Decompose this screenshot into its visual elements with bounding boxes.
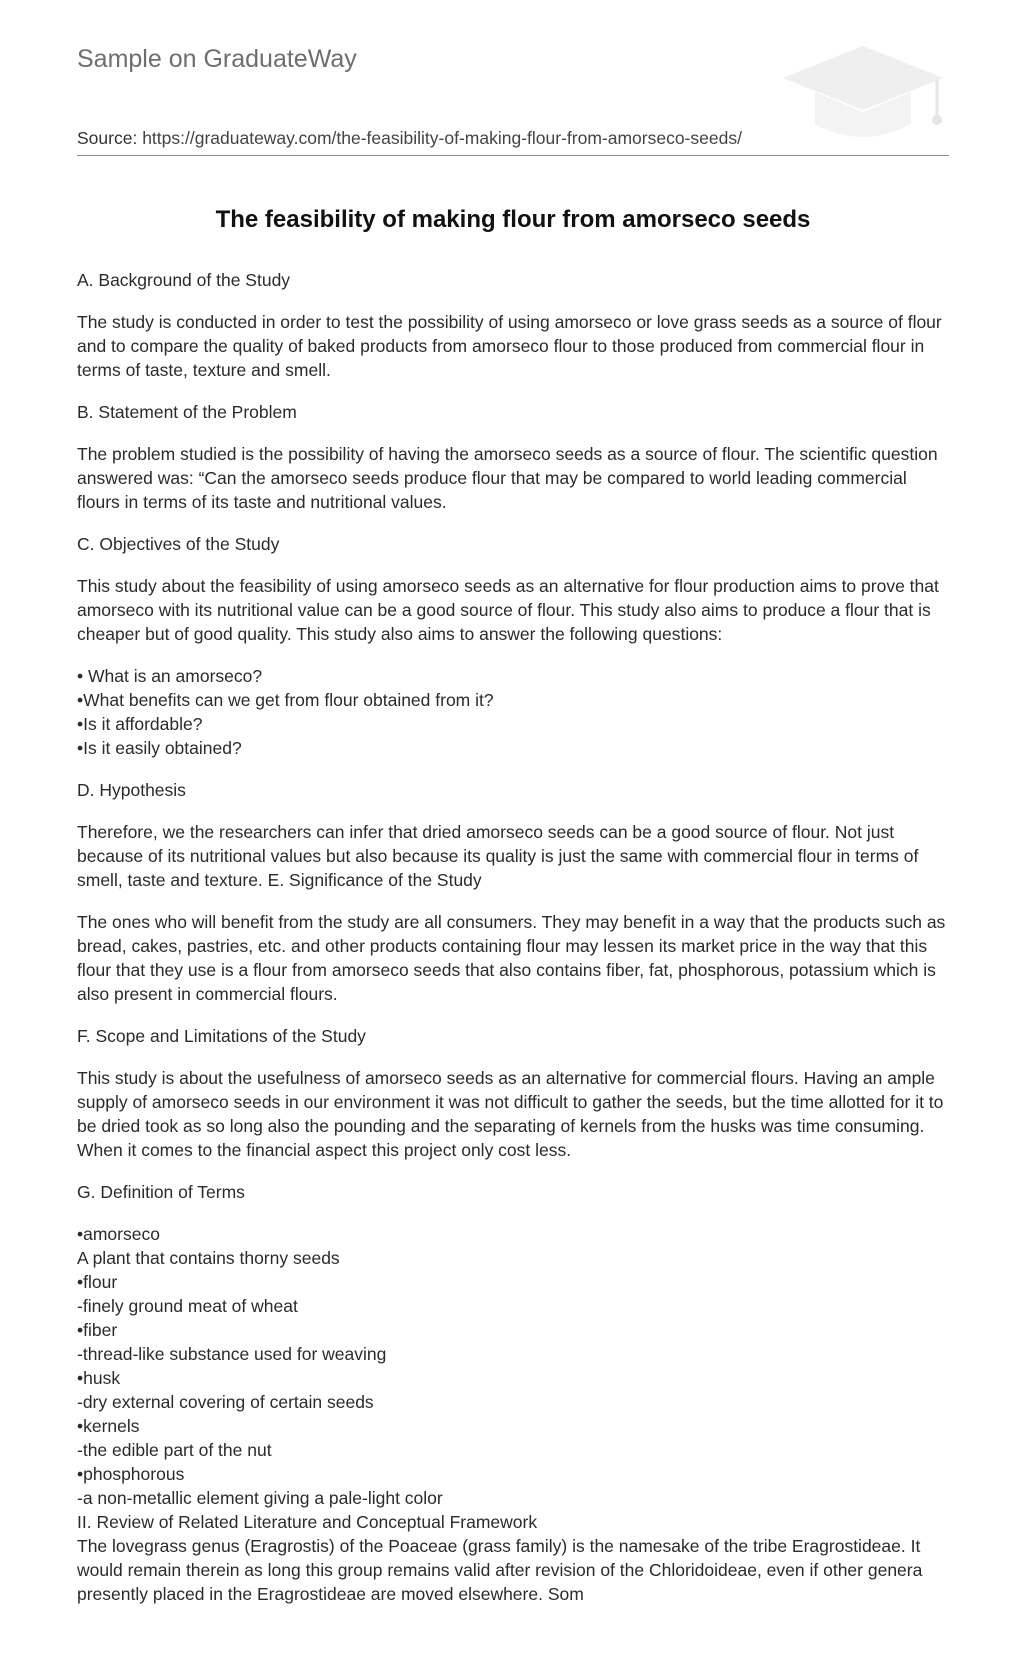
document-title: The feasibility of making flour from amorseco seeds: [215, 206, 811, 233]
paragraph-significance: The ones who will benefit from the study are all consumers. They may benefit in a way that the products such as bread, cakes, pastries, etc. and other products containing flour may lessen its market price in the way that this flour that they use is a flour from amorseco seeds that also contains fiber, fat, phosphorous, potassium which is also present in commercial flours.: [77, 912, 946, 1004]
term-item: •flour: [77, 1272, 118, 1292]
term-item: •fiber: [77, 1320, 118, 1340]
document-body: [77, 268, 949, 1606]
header: [77, 40, 949, 156]
paragraph-objectives: This study about the feasibility of using amorseco seeds as an alternative for flour production aims to prove that amorseco with its nutritional value can be a good source of flour. This study also aims to produce a flour that is cheaper but of good quality. This study also aims to answer the following questions:: [77, 576, 939, 644]
section-heading-hypothesis: D. Hypothesis: [77, 780, 186, 800]
term-item: •kernels: [77, 1416, 140, 1436]
source-link[interactable]: https://graduateway.com/the-feasibility-of-making-flour-from-amorseco-seeds/: [142, 128, 742, 148]
section-heading-review: II. Review of Related Literature and Conceptual Framework: [77, 1512, 538, 1532]
term-definition: -a non-metallic element giving a pale-light color: [77, 1488, 443, 1508]
term-definition: -the edible part of the nut: [77, 1440, 272, 1460]
term-item: •phosphorous: [77, 1464, 185, 1484]
section-heading-problem: B. Statement of the Problem: [77, 402, 297, 422]
source-line: [77, 128, 742, 149]
term-item: •husk: [77, 1368, 121, 1388]
questions-list: [77, 664, 949, 760]
paragraph-problem: The problem studied is the possibility of having the amorseco seeds as a source of flour. The scientific question answered was: “Can the amorseco seeds produce flour that may be compared to world leading commercial flours in terms of its taste and nutritional values.: [77, 444, 938, 512]
source-label: Source:: [77, 128, 138, 148]
paragraph-hypothesis: Therefore, we the researchers can infer that dried amorseco seeds can be a good source of flour. Not just because of its nutritional values but also because its quality is just the same with commercial flour in terms of smell, taste and texture. E. Significance of the Study: [77, 822, 919, 890]
term-definition: -finely ground meat of wheat: [77, 1296, 298, 1316]
section-heading-terms: G. Definition of Terms: [77, 1182, 245, 1202]
list-item: •Is it affordable?: [77, 714, 203, 734]
list-item: •Is it easily obtained?: [77, 738, 242, 758]
list-item: • What is an amorseco?: [77, 666, 263, 686]
term-definition: -thread-like substance used for weaving: [77, 1344, 387, 1364]
section-heading-objectives: C. Objectives of the Study: [77, 534, 280, 554]
site-title: Sample on GraduateWay: [77, 45, 357, 73]
paragraph-scope: This study is about the usefulness of amorseco seeds as an alternative for commercial flours. Having an ample supply of amorseco seeds in our environment it was not difficult to gather the seeds, but the time allotted for it to be dried took as so long also the pounding and the separating of kernels from the husks was time consuming. When it comes to the financial aspect this project only cost less.: [77, 1068, 944, 1160]
header-divider: [77, 155, 949, 156]
terms-list: [77, 1222, 949, 1606]
paragraph-review: The lovegrass genus (Eragrostis) of the Poaceae (grass family) is the namesake of the tribe Eragrostideae. It would remain therein as long this group remains valid after revision of the Chloridoideae, even if other genera presently placed in the Eragrostideae are moved elsewhere. Som: [77, 1536, 923, 1604]
list-item: •What benefits can we get from flour obtained from it?: [77, 690, 494, 710]
section-heading-background: A. Background of the Study: [77, 270, 291, 290]
section-heading-scope: F. Scope and Limitations of the Study: [77, 1026, 366, 1046]
term-item: •amorseco: [77, 1224, 160, 1244]
graduation-cap-icon: [777, 32, 949, 142]
term-definition: -dry external covering of certain seeds: [77, 1392, 374, 1412]
term-definition: A plant that contains thorny seeds: [77, 1248, 340, 1268]
paragraph-background: The study is conducted in order to test the possibility of using amorseco or love grass seeds as a source of flour and to compare the quality of baked products from amorseco flour to those produced from commercial flour in terms of taste, texture and smell.: [77, 312, 942, 380]
